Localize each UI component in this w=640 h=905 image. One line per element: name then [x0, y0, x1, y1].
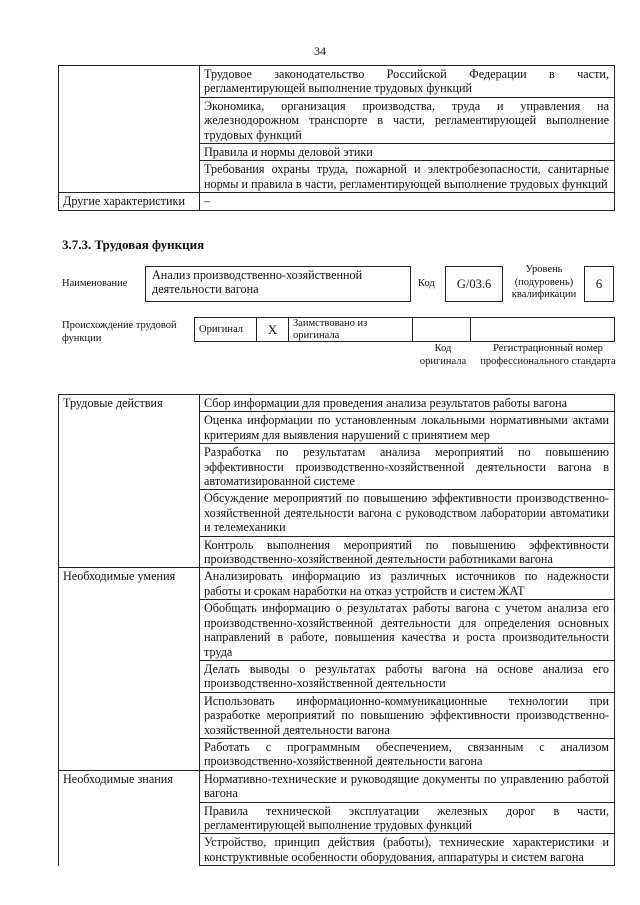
category-cell: [59, 692, 200, 738]
category-cell: [59, 834, 200, 866]
table-row: [59, 412, 615, 444]
labor-actions-label: Трудовые действия: [59, 395, 200, 412]
code-label: Код: [418, 278, 435, 289]
table-row: [59, 600, 615, 661]
reg-number-caption: Регистрационный номер профессионального стандарта: [480, 343, 616, 367]
table-row: [59, 834, 615, 866]
category-cell: [59, 802, 200, 834]
table-row: [59, 444, 615, 490]
origin-label: Происхождение трудовой функции: [62, 320, 177, 344]
reg-number-cell: [471, 318, 615, 342]
table-cell: Обсуждение мероприятий по повышению эффективности производственно-хозяйственной деятельности вагона с руководством лаборатории автоматики и телемеханики: [200, 490, 615, 536]
table-cell: Трудовое законодательство Российской Федерации в части, регламентирующей выполнение трудовых функций: [200, 66, 615, 98]
table-cell: Нормативно-технические и руководящие документы по управлению работой вагона: [200, 770, 615, 802]
table-row: [59, 770, 615, 802]
origin-code-cell: [413, 318, 471, 342]
section-heading: 3.7.3. Трудовая функция: [62, 237, 205, 252]
category-cell: [59, 738, 200, 770]
table-row: [59, 568, 615, 600]
borrowed-label: Заимствовано из оригинала: [289, 318, 413, 342]
category-cell: [59, 66, 200, 193]
table-row: [59, 660, 615, 692]
level-value: 6: [584, 266, 614, 302]
table-cell: Работать с программным обеспечением, связанным с анализом производственно-хозяйственной деятельности вагона: [200, 738, 615, 770]
origin-row: [194, 317, 615, 342]
table-row: [59, 66, 615, 98]
original-label: Оригинал: [195, 318, 257, 342]
skills-label: Необходимые умения: [59, 568, 200, 600]
table-cell: Использовать информационно-коммуникационные технологии при разработке мероприятий по повышению эффективности производственно-хозяйственной деятельности вагона: [200, 692, 615, 738]
category-cell: [59, 600, 200, 661]
table-row: [59, 490, 615, 536]
knowledge-label: Необходимые знания: [59, 770, 200, 802]
table-cell: Сбор информации для проведения анализа результатов работы вагона: [200, 395, 615, 412]
table-cell: Устройство, принцип действия (работы), технические характеристики и конструктивные особенности оборудования, аппаратуры и систем вагона: [200, 834, 615, 866]
table-row: [59, 738, 615, 770]
name-label: Наименование: [62, 278, 128, 289]
origin-code-caption: Код оригинала: [419, 343, 467, 367]
other-characteristics-label: Другие характеристики: [59, 193, 200, 210]
table-cell: Контроль выполнения мероприятий по повышению эффективности производственно-хозяйственной деятельности работниками вагона: [200, 536, 615, 568]
table-cell: Экономика, организация производства, труда и управления на железнодорожном транспорте в части, регламентирующей выполнение трудовых функций: [200, 97, 615, 143]
table-cell: Анализировать информацию из различных источников по надежности работы и срокам наработки на отказ устройств и систем ЖАТ: [200, 568, 615, 600]
table-row: [59, 692, 615, 738]
table-cell: Обобщать информацию о результатах работы вагона с учетом анализа его производственно-хозяйственной деятельности для определения основных направлений в работе, повышения качества и роста производительности труда: [200, 600, 615, 661]
table-row: [59, 802, 615, 834]
table-row: [59, 536, 615, 568]
table-row: [59, 395, 615, 412]
category-cell: [59, 412, 200, 444]
labor-function-table: [58, 394, 615, 866]
table-cell: Требования охраны труда, пожарной и электробезопасности, санитарные нормы и правила в части, регламентирующей выполнение трудовых функций: [200, 161, 615, 193]
table-cell: Оценка информации по установленным локальными нормативными актами критериям для выявления нарушений с принятием мер: [200, 412, 615, 444]
knowledge-continuation-table: [58, 65, 615, 211]
level-label: Уровень (подуровень) квалификации: [511, 264, 577, 300]
category-cell: [59, 536, 200, 568]
page-number: 34: [314, 44, 326, 58]
table-cell: Правила технической эксплуатации железных дорог в части, регламентирующей выполнение трудовых функций: [200, 802, 615, 834]
original-mark: X: [257, 318, 289, 342]
function-name-box: Анализ производственно-хозяйственной деятельности вагона: [145, 266, 411, 302]
table-cell: Разработка по результатам анализа мероприятий по повышению эффективности производственно-хозяйственной деятельности вагона в автоматизированной системе: [200, 444, 615, 490]
category-cell: [59, 444, 200, 490]
other-characteristics-value: –: [200, 193, 615, 210]
code-value: G/03.6: [445, 266, 503, 302]
table-row: [59, 193, 615, 210]
table-cell: Делать выводы о результатах работы вагона на основе анализа его производственно-хозяйственной деятельности: [200, 660, 615, 692]
category-cell: [59, 660, 200, 692]
table-cell: Правила и нормы деловой этики: [200, 144, 615, 161]
category-cell: [59, 490, 200, 536]
